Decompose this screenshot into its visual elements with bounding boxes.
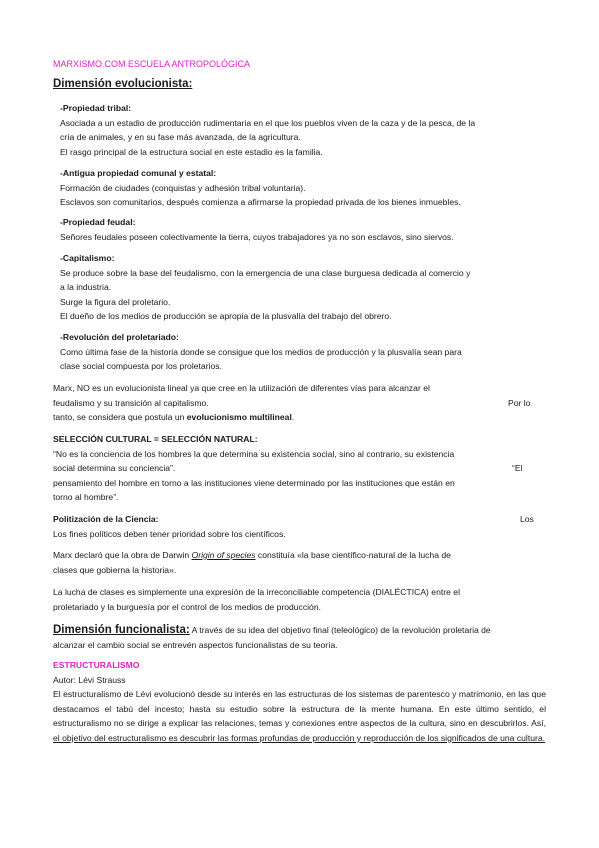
trailing-text: “El [512, 463, 523, 474]
section-dimension-funcionalista [53, 623, 491, 652]
paragraph-estructuralismo [53, 687, 546, 745]
heading-dimension-evolucionista: Dimensión evolucionista: [53, 78, 193, 90]
document-title: MARXISMO COM ESCUELA ANTROPOLÓGICA [53, 59, 251, 69]
underlined-conclusion: el objetivo del estructuralismo es descubrir las formas profundas de producción y reproducción de los significados de una cultura. [53, 732, 546, 743]
text-line: Marx, NO es un evolucionista lineal ya que cree en la utilización de diferentes vías para alcanzar el [53, 383, 430, 393]
trailing-text: Los [520, 514, 534, 524]
text-line: Dimensión funcionalista: A través de su idea del objetivo final (teleológico) de la revolución proletaria de [53, 624, 491, 636]
text-line: cría de animales, y en su fase más avanzada, de la agricultura. [60, 132, 301, 143]
subheading-revolucion-proletariado: -Revolución del proletariado: [60, 332, 179, 342]
text-line: Como última fase de la historia donde se consigue que los medios de producción y la plusvalía sean para [60, 346, 462, 357]
quote-line: “No es la conciencia de los hombres la que determina su existencia social, sino al contrario, su existencia [53, 448, 455, 459]
emphasis-evolucionismo-multilineal: evolucionismo multilineal [186, 412, 292, 423]
text-line: proletariado y la burguesía por el control de los medios de producción. [53, 601, 321, 612]
author-line: Autor: Lévi Strauss [53, 674, 126, 685]
section-propiedad-feudal [60, 215, 454, 244]
section-capitalismo [60, 251, 470, 324]
text-line: Se produce sobre la base del feudalismo, con la emergencia de una clase burguesa dedicada al comercio y [60, 267, 471, 278]
subheading-propiedad-tribal: -Propiedad tribal: [60, 103, 132, 113]
text-line: a la industria. [60, 282, 112, 293]
subheading-politizacion-ciencia: Politización de la Ciencia: [53, 514, 159, 524]
text-line: Señores feudales poseen colectivamente la tierra, cuyos trabajadores ya no son esclavos, sino siervos. [60, 231, 454, 242]
text-line: alcanzar el cambio social se entrevén aspectos funcionalistas de su teoría. [53, 639, 338, 650]
text-line: Esclavos son comunitarios, después comienza a afirmarse la propiedad privada de los bienes inmuebles. [60, 197, 461, 208]
text-line: Surge la figura del proletario. [60, 296, 171, 307]
heading-dimension-funcionalista: Dimensión funcionalista: [53, 624, 190, 636]
subheading-propiedad-feudal: -Propiedad feudal: [60, 217, 136, 227]
trailing-text: Por lo [508, 397, 531, 408]
section-revolucion-proletariado [60, 330, 462, 374]
text-line: feudalismo y su transición al capitalismo. [53, 397, 209, 408]
section-seleccion-cultural [53, 432, 455, 505]
section-propiedad-tribal [60, 101, 475, 159]
text-line: clases que gobierna la historia». [53, 564, 177, 575]
text-line: Formación de ciudades (conquistas y adhesión tribal voluntaria). [60, 182, 306, 193]
quote-line: pensamiento del hombre en torno a las instituciones viene determinado por las instituciones que están en [53, 477, 455, 488]
paragraph-darwin [53, 548, 451, 577]
text-line: El rasgo principal de la estructura social en este estadio es la familia. [60, 146, 323, 157]
paragraph-marx-evolucionismo [53, 381, 430, 425]
book-title-origin-of-species: Origin of species [191, 550, 256, 560]
text-line: Asociada a un estadio de producción rudimentaria en el que los pueblos viven de la caza y de la pesca, de la [60, 117, 476, 128]
text-line: La lucha de clases es simplemente una expresión de la irreconciliable competencia (DIALÉCTICA) entre el [53, 587, 460, 597]
subheading-antigua-propiedad: -Antigua propiedad comunal y estatal: [60, 168, 217, 178]
quote-line: social determina su conciencia”. [53, 463, 176, 474]
text-line: Marx declaró que la obra de Darwin Origin of species constituía «la base científico-natural de la lucha de [53, 550, 451, 560]
paragraph-lucha-clases [53, 585, 460, 614]
text-line: tanto, se considera que postula un evolucionismo multilineal. [53, 412, 295, 423]
subheading-capitalismo: -Capitalismo: [60, 253, 115, 263]
text-line: El dueño de los medios de producción se apropia de la plusvalía del trabajo del obrero. [60, 311, 392, 322]
section-politizacion-ciencia [53, 512, 286, 541]
quote-line: torno al hombre”. [53, 492, 119, 503]
text-line: Los fines políticos deben tener prioridad sobre los científicos. [53, 528, 286, 539]
text-line: clase social compuesta por los proletarios. [60, 361, 222, 372]
heading-estructuralismo: ESTRUCTURALISMO [53, 660, 140, 670]
section-estructuralismo [53, 658, 139, 687]
text-paragraph: El estructuralismo de Lévi evolucionó desde su interés en las estructuras de los sistemas de parentesco y matrimonio, en las que destacamos el tabú del incesto; hasta su estudio sobre la estructura de la mente humana. En este último sentido, el estructuralismo no se dirige a explicar las relaciones, temas y conexiones entre aspectos de la cultura, sino en descubrirlos. Así, el objetivo del estructuralismo es descubrir las formas profundas de producción y reproducción de los significados de una cultura. [53, 689, 546, 743]
section-antigua-propiedad [60, 166, 461, 210]
subheading-seleccion-cultural: SELECCIÓN CULTURAL = SELECCIÓN NATURAL: [53, 434, 258, 444]
